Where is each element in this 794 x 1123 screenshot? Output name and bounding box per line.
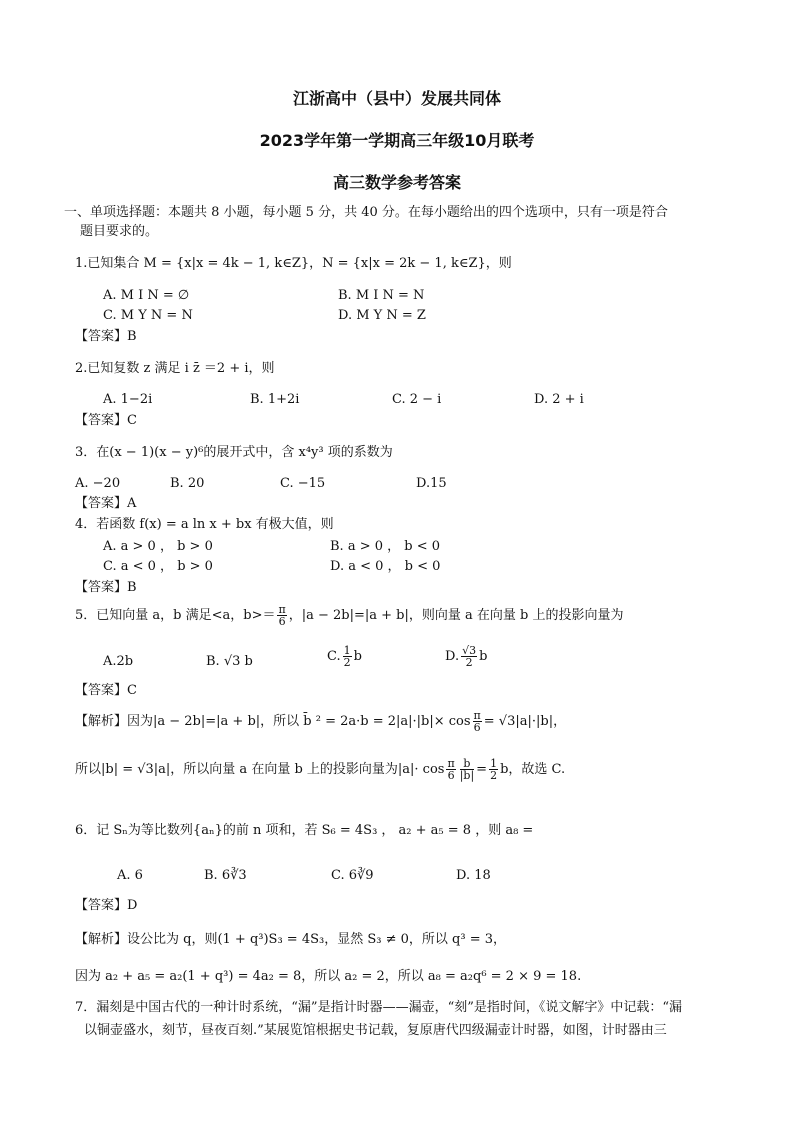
q5-option-d-pre: D. [445, 649, 460, 664]
q4-option-a: A. a > 0 ， b > 0 [103, 539, 213, 554]
q5-sol2-num: π [447, 757, 455, 770]
q5-option-d-num: √3 [462, 644, 477, 657]
q5-stem-pre: 5．已知向量 a，b 满足<a，b>＝ [75, 608, 276, 623]
q5-option-d [445, 645, 487, 668]
q3-option-d: D.15 [416, 476, 447, 491]
q5-option-d-post: b [479, 649, 488, 664]
q5-option-a: A.2b [103, 654, 134, 669]
q5-solution-line-2 [75, 758, 565, 781]
q5-sol2-fraction-half [489, 758, 498, 781]
q5-solution-line-1 [75, 710, 566, 733]
q5-stem-frac-num: π [278, 603, 286, 616]
q6-answer: 【答案】D [75, 898, 138, 913]
q5-option-d-den: 2 [465, 656, 473, 669]
q2-stem: 2.已知复数 z 满足 i z̄ ＝2 + i，则 [75, 361, 275, 376]
q5-sol1-fraction [473, 710, 482, 733]
q1-answer: 【答案】B [75, 329, 137, 344]
q5-option-c [327, 645, 362, 668]
title-line-1: 江浙高中（县中）发展共同体 [292, 89, 501, 108]
q3-option-a: A. −20 [75, 476, 121, 491]
q5-sol1-num: π [473, 709, 481, 722]
q6-solution-line-2: 因为 a₂ + a₅ = a₂(1 + q³) = 4a₂ = 8，所以 a₂ = 2，所以 a₈ = a₂q⁶ = 2 × 9 = 18. [75, 969, 582, 984]
q5-sol1-post: = √3|a|·|b|， [483, 714, 567, 729]
q6-option-d: D. 18 [456, 868, 491, 883]
q5-stem [75, 604, 623, 627]
q5-stem-fraction [277, 604, 286, 627]
q7-line-1: 7．漏刻是中国古代的一种计时系统，“漏”是指计时器——漏壶，“刻”是指时间，《说文解字》中记载：“漏 [75, 1000, 683, 1015]
q2-option-d: D. 2 + i [534, 392, 584, 407]
q6-option-b: B. 6∛3 [204, 868, 247, 883]
q4-option-b: B. a > 0 ， b < 0 [330, 539, 441, 554]
q3-option-b: B. 20 [170, 476, 205, 491]
q1-option-b: B. M I N = N [338, 288, 425, 303]
q5-stem-frac-den: 6 [278, 615, 286, 628]
q5-sol2-fraction-b [460, 758, 474, 781]
q1-option-a: A. M I N = ∅ [103, 288, 190, 303]
q5-sol2-half-num: 1 [490, 757, 498, 770]
q5-option-d-fraction [461, 645, 477, 668]
q1-option-d: D. M Y N = Z [338, 308, 426, 323]
q6-option-a: A. 6 [117, 868, 143, 883]
q6-solution-line-1: 【解析】设公比为 q，则(1 + q³)S₃ = 4S₃，显然 S₃ ≠ 0，所以 q³ = 3， [75, 932, 506, 947]
q5-sol2-den: 6 [447, 769, 455, 782]
q5-option-c-post: b [353, 649, 362, 664]
q2-option-b: B. 1+2i [250, 392, 300, 407]
q5-stem-post: ，|a − 2b|=|a + b|，则向量 a 在向量 b 上的投影向量为 [288, 608, 624, 623]
q5-sol2-half-den: 2 [490, 769, 498, 782]
q6-stem: 6．记 Sₙ为等比数列{aₙ}的前 n 项和，若 S₆ = 4S₃ ， a₂ + a₅ = 8 ，则 a₈ = [75, 823, 534, 838]
section-intro-line-1: 一、单项选择题：本题共 8 小题，每小题 5 分，共 40 分。在每小题给出的四个选项中，只有一项是符合 [64, 205, 668, 220]
q4-stem: 4．若函数 f(x) = a ln x + bx 有极大值，则 [75, 517, 334, 532]
q5-sol2-post: b，故选 C. [500, 762, 566, 777]
q5-sol2-mid-den: |b| [459, 769, 475, 782]
title-line-2: 2023学年第一学期高三年级10月联考 [259, 131, 535, 150]
q5-option-b: B. √3 b [206, 654, 253, 669]
q6-option-c: C. 6∛9 [331, 868, 374, 883]
q5-option-c-pre: C. [327, 649, 341, 664]
q4-option-c: C. a < 0 ， b > 0 [103, 559, 213, 574]
q5-option-c-num: 1 [343, 644, 351, 657]
section-intro-line-2: 题目要求的。 [80, 224, 159, 239]
q5-answer: 【答案】C [75, 683, 137, 698]
q1-stem: 1.已知集合 M = {x|x = 4k − 1, k∈Z}，N = {x|x = 2k − 1, k∈Z}，则 [75, 256, 512, 271]
q3-answer: 【答案】A [75, 496, 137, 511]
q5-sol1-den: 6 [473, 721, 481, 734]
q5-option-c-den: 2 [343, 656, 351, 669]
q2-answer: 【答案】C [75, 413, 137, 428]
q5-sol1-pre: 【解析】因为|a − 2b|=|a + b|，所以 b̄ ² = 2a·b = 2|a|·|b|× cos [75, 714, 471, 729]
q4-answer: 【答案】B [75, 580, 137, 595]
q5-sol2-mid-num: b [460, 758, 474, 770]
q3-option-c: C. −15 [280, 476, 326, 491]
q2-option-a: A. 1−2i [103, 392, 153, 407]
q4-option-d: D. a < 0 ， b < 0 [330, 559, 441, 574]
title-line-3: 高三数学参考答案 [332, 173, 461, 192]
q7-line-2: 以铜壶盛水，刻节，昼夜百刻.”某展览馆根据史书记载，复原唐代四级漏壶计时器，如图，计时器由三 [84, 1023, 667, 1038]
q3-stem: 3．在(x − 1)(x − y)⁶的展开式中，含 x⁴y³ 项的系数为 [75, 445, 393, 460]
q5-sol2-eq: = [476, 762, 488, 777]
q5-sol2-pre: 所以|b| = √3|a|，所以向量 a 在向量 b 上的投影向量为|a|· cos [75, 762, 445, 777]
q1-option-c: C. M Y N = N [103, 308, 193, 323]
q5-option-c-fraction [343, 645, 352, 668]
q5-sol2-fraction-pi [446, 758, 455, 781]
q2-option-c: C. 2 − i [392, 392, 442, 407]
